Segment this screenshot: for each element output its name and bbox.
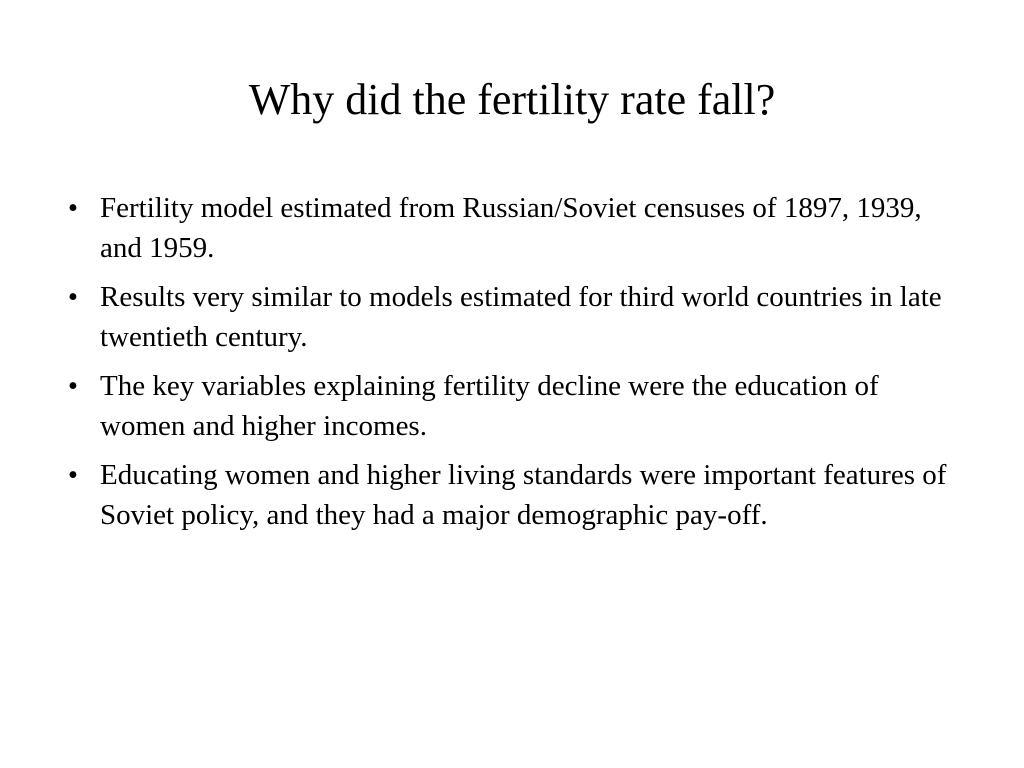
bullet-item [58,455,958,535]
bullet-dot-icon: • [67,459,79,491]
bullet-text: Results very similar to models estimated for third world countries in late twentieth century. [100,281,942,353]
bullet-list [58,188,958,544]
bullet-item [58,366,958,446]
bullet-item [58,188,958,268]
bullet-dot-icon: • [67,281,79,313]
bullet-item [58,277,958,357]
bullet-text: Fertility model estimated from Russian/Soviet censuses of 1897, 1939, and 1959. [100,192,922,264]
bullet-text: The key variables explaining fertility decline were the education of women and higher incomes. [100,370,879,442]
slide-title: Why did the fertility rate fall? [248,75,776,124]
bullet-dot-icon: • [67,192,79,224]
bullet-dot-icon: • [67,370,79,402]
bullet-text: Educating women and higher living standards were important features of Soviet policy, and they had a major demographic pay-off. [100,459,947,531]
